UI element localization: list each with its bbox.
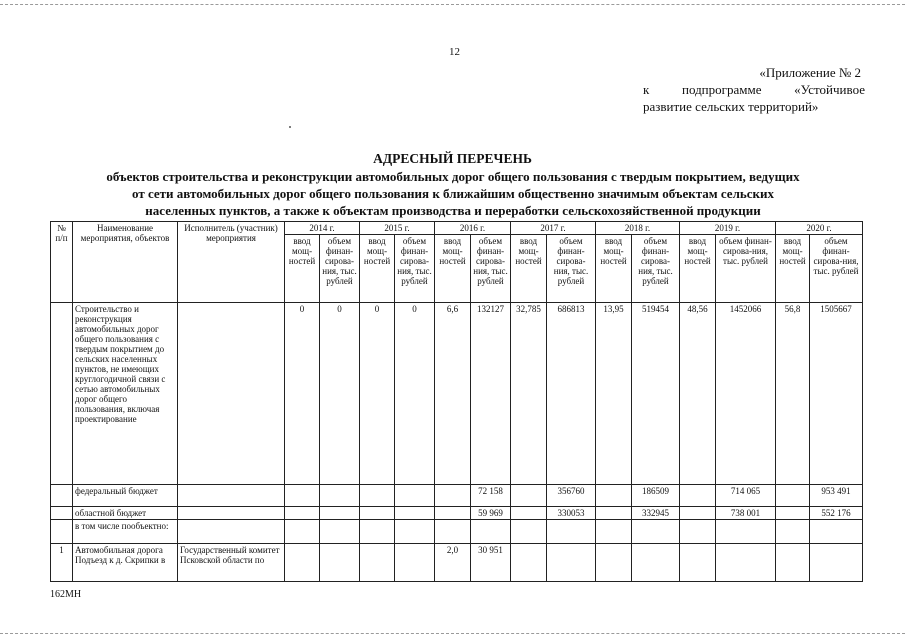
- capacity-cell: [435, 507, 471, 520]
- financing-cell: 186509: [632, 485, 680, 507]
- footer-code: 162МН: [50, 589, 82, 600]
- capacity-cell: 13,95: [596, 303, 632, 485]
- table-row: [51, 303, 863, 485]
- subtitle-line: от сети автомобильных дорог общего пользования к ближайшим общественно значимым объектам сельских: [132, 186, 774, 201]
- financing-cell: 953 491: [810, 485, 863, 507]
- row-name-cell: областной бюджет: [73, 507, 178, 520]
- capacity-cell: [511, 507, 547, 520]
- row-number-cell: [51, 485, 73, 507]
- capacity-cell: 2,0: [435, 544, 471, 582]
- capacity-cell: [776, 507, 810, 520]
- capacity-cell: [596, 507, 632, 520]
- table-row: [51, 520, 863, 544]
- row-name-cell: Строительство и реконструкция автомобильных дорог общего пользования с твердым покрытием до сельских населенных пунктов, не имеющих круглогодичной связи с сетью автомобильных дорог общего пользования, включая проектирование: [73, 303, 178, 485]
- row-number-cell: [51, 303, 73, 485]
- financing-cell: 0: [320, 303, 360, 485]
- row-name-cell: федеральный бюджет: [73, 485, 178, 507]
- subtitle-line: объектов строительства и реконструкции автомобильных дорог общего пользования с твердым покрытием, ведущих: [106, 169, 800, 184]
- row-executor-cell: [178, 303, 285, 485]
- col-header-financing: объем финан-сирова-ния, тыс. рублей: [632, 235, 680, 303]
- financing-cell: 72 158: [471, 485, 511, 507]
- financing-cell: 686813: [547, 303, 596, 485]
- financing-cell: 1505667: [810, 303, 863, 485]
- capacity-cell: 48,56: [680, 303, 716, 485]
- table-row: [51, 507, 863, 520]
- financing-cell: [320, 507, 360, 520]
- capacity-cell: [596, 520, 632, 544]
- capacity-cell: [435, 485, 471, 507]
- financing-cell: 0: [395, 303, 435, 485]
- capacity-cell: [680, 507, 716, 520]
- col-header-year: 2016 г.: [435, 222, 511, 235]
- col-header-capacity: ввод мощ-ностей: [776, 235, 810, 303]
- col-header-name: Наименование мероприятия, объектов: [73, 222, 178, 303]
- capacity-cell: 0: [360, 303, 395, 485]
- capacity-cell: [596, 485, 632, 507]
- row-number-cell: [51, 520, 73, 544]
- financing-cell: [547, 544, 596, 582]
- table-body: [51, 303, 863, 582]
- col-header-year: 2017 г.: [511, 222, 596, 235]
- financing-cell: 132127: [471, 303, 511, 485]
- top-scan-border: [0, 4, 905, 5]
- appendix-line-2: к подпрограмме «Устойчивое: [643, 82, 865, 97]
- capacity-cell: 6,6: [435, 303, 471, 485]
- capacity-cell: [360, 544, 395, 582]
- capacity-cell: [285, 485, 320, 507]
- financing-cell: [320, 520, 360, 544]
- col-header-capacity: ввод мощ-ностей: [511, 235, 547, 303]
- financing-cell: [547, 520, 596, 544]
- financing-cell: [632, 544, 680, 582]
- financing-cell: [320, 485, 360, 507]
- col-header-year: 2015 г.: [360, 222, 435, 235]
- capacity-cell: [776, 485, 810, 507]
- financing-cell: [716, 544, 776, 582]
- col-header-capacity: ввод мощ-ностей: [596, 235, 632, 303]
- col-header-financing: объем финан-сирова-ния, тыс. рублей: [547, 235, 596, 303]
- col-header-financing: объем финан-сирова-ния, тыс. рублей: [716, 235, 776, 303]
- financing-cell: [716, 520, 776, 544]
- capacity-cell: 32,785: [511, 303, 547, 485]
- bottom-scan-border: [0, 633, 905, 634]
- appendix-line-1: «Приложение № 2: [759, 65, 861, 80]
- financing-cell: [395, 520, 435, 544]
- capacity-cell: [776, 520, 810, 544]
- financing-cell: 1452066: [716, 303, 776, 485]
- capacity-cell: [435, 520, 471, 544]
- financing-cell: [395, 485, 435, 507]
- table-row: [51, 485, 863, 507]
- document-subtitle: [22, 168, 884, 219]
- row-executor-cell: [178, 507, 285, 520]
- col-header-year: 2019 г.: [680, 222, 776, 235]
- capacity-cell: [285, 507, 320, 520]
- col-header-capacity: ввод мощ-ностей: [435, 235, 471, 303]
- capacity-cell: [511, 544, 547, 582]
- financing-cell: 330053: [547, 507, 596, 520]
- capacity-cell: [285, 544, 320, 582]
- capacity-cell: [511, 520, 547, 544]
- col-header-year: 2014 г.: [285, 222, 360, 235]
- document-title: АДРЕСНЫЙ ПЕРЕЧЕНЬ: [373, 151, 532, 166]
- subtitle-line: населенных пунктов, а также к объектам производства и переработки сельскохозяйственной продукции: [145, 203, 761, 218]
- col-header-executor: Исполнитель (участник) мероприятия: [178, 222, 285, 303]
- row-executor-cell: [178, 520, 285, 544]
- col-header-financing: объем финан-сирова-ния, тыс. рублей: [395, 235, 435, 303]
- financing-cell: 332945: [632, 507, 680, 520]
- row-number-cell: [51, 507, 73, 520]
- capacity-cell: [360, 520, 395, 544]
- scan-speck: [289, 126, 291, 128]
- capacity-cell: [776, 544, 810, 582]
- financing-cell: 738 001: [716, 507, 776, 520]
- financing-cell: 714 065: [716, 485, 776, 507]
- financing-cell: 59 969: [471, 507, 511, 520]
- col-header-year: 2020 г.: [776, 222, 863, 235]
- appendix-line-3: развитие сельских территорий»: [643, 99, 819, 114]
- capacity-cell: [360, 485, 395, 507]
- financing-cell: 356760: [547, 485, 596, 507]
- financing-cell: 519454: [632, 303, 680, 485]
- page-number: 12: [449, 46, 460, 58]
- financing-cell: [632, 520, 680, 544]
- col-header-financing: объем финан-сирова-ния, тыс. рублей: [471, 235, 511, 303]
- financing-cell: [810, 544, 863, 582]
- row-name-cell: в том числе пообъектно:: [73, 520, 178, 544]
- address-list-table: [50, 221, 863, 582]
- col-header-capacity: ввод мощ-ностей: [680, 235, 716, 303]
- capacity-cell: [285, 520, 320, 544]
- row-executor-cell: [178, 485, 285, 507]
- col-header-financing: объем финан-сирова-ния, тыс. рублей: [320, 235, 360, 303]
- header-row-years: [51, 222, 863, 235]
- table-row: [51, 544, 863, 582]
- financing-cell: [810, 520, 863, 544]
- capacity-cell: [596, 544, 632, 582]
- capacity-cell: [360, 507, 395, 520]
- capacity-cell: 0: [285, 303, 320, 485]
- col-header-number: № п/п: [51, 222, 73, 303]
- financing-cell: [320, 544, 360, 582]
- col-header-year: 2018 г.: [596, 222, 680, 235]
- row-name-cell: Автомобильная дорога Подъезд к д. Скрипки в: [73, 544, 178, 582]
- col-header-capacity: ввод мощ-ностей: [285, 235, 320, 303]
- col-header-capacity: ввод мощ-ностей: [360, 235, 395, 303]
- capacity-cell: 56,8: [776, 303, 810, 485]
- financing-cell: 30 951: [471, 544, 511, 582]
- row-executor-cell: Государственный комитет Псковской области по: [178, 544, 285, 582]
- capacity-cell: [511, 485, 547, 507]
- financing-cell: [395, 544, 435, 582]
- capacity-cell: [680, 544, 716, 582]
- financing-cell: 552 176: [810, 507, 863, 520]
- appendix-note: [643, 64, 865, 115]
- capacity-cell: [680, 520, 716, 544]
- row-number-cell: 1: [51, 544, 73, 582]
- financing-cell: [471, 520, 511, 544]
- col-header-financing: объем финан-сирова-ния, тыс. рублей: [810, 235, 863, 303]
- financing-cell: [395, 507, 435, 520]
- capacity-cell: [680, 485, 716, 507]
